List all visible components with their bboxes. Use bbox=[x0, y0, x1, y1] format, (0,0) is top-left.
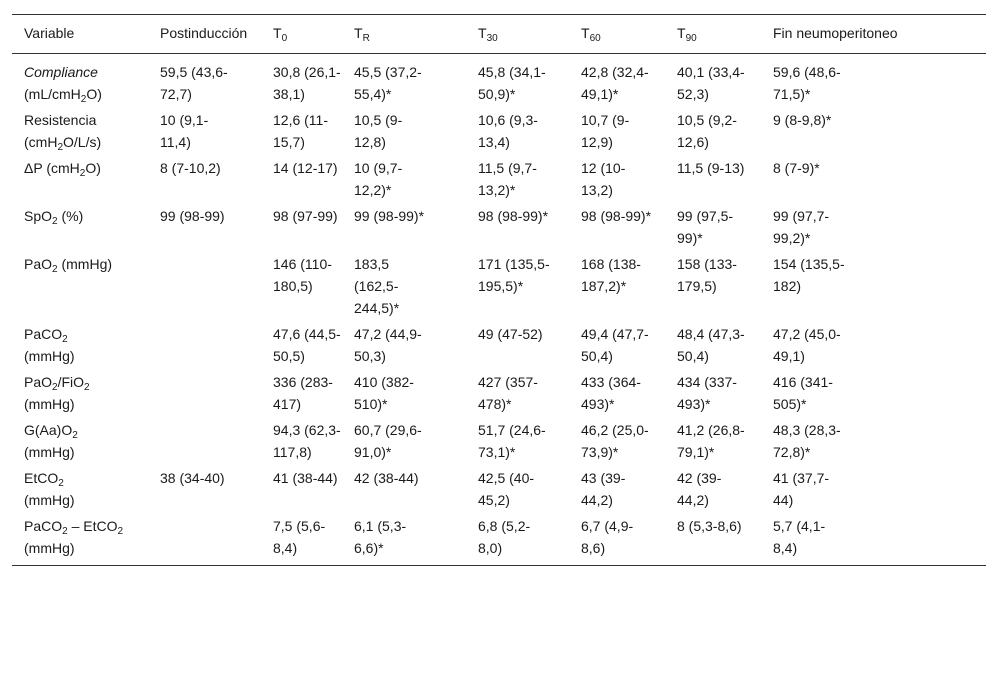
cell-t0: 94,3 (62,3-117,8) bbox=[273, 422, 341, 460]
cell-t0: 14 (12-17) bbox=[273, 160, 338, 176]
row-label: PaCO$_2$ (mmHg) bbox=[24, 326, 75, 364]
table-row bbox=[12, 249, 986, 319]
cell-t30: 98 (98-99)* bbox=[478, 208, 549, 224]
header-tr: $T_R$ bbox=[342, 15, 466, 54]
cell-t0: 47,6 (44,5-50,5) bbox=[273, 326, 341, 364]
cell-t60: 46,2 (25,0-73,9)* bbox=[581, 422, 649, 460]
header-fin-neumoperitoneo: Fin neumoperitoneo bbox=[761, 15, 986, 54]
cell-t60: 12 (10-13,2) bbox=[581, 160, 626, 198]
header-t90: $T_{90}$ bbox=[665, 15, 761, 54]
cell-fin: 47,2 (45,0-49,1) bbox=[773, 326, 841, 364]
header-variable: Variable bbox=[12, 15, 148, 54]
row-label: Resistencia (cmH$_2$O/L/s) bbox=[24, 112, 102, 153]
cell-postinduccion bbox=[148, 415, 261, 463]
cell-t0: 7,5 (5,6-8,4) bbox=[261, 511, 342, 566]
cell-t60: 49,4 (47,7-50,4) bbox=[581, 326, 649, 364]
table-row bbox=[12, 415, 986, 463]
cell-t90: 434 (337-493)* bbox=[677, 374, 737, 412]
cell-t30: 45,8 (34,1-50,9)* bbox=[478, 64, 546, 102]
cell-postinduccion bbox=[148, 249, 261, 319]
table-row bbox=[12, 153, 986, 201]
cell-t30: 10,6 (9,3-13,4) bbox=[478, 112, 538, 150]
cell-postinduccion bbox=[148, 367, 261, 415]
table-row bbox=[12, 367, 986, 415]
cell-t90: 42 (39-44,2) bbox=[677, 470, 722, 508]
cell-fin: 41 (37,7-44) bbox=[773, 470, 830, 508]
cell-fin: 48,3 (28,3-72,8)* bbox=[773, 422, 841, 460]
cell-postinduccion: 59,5 (43,6-72,7) bbox=[160, 64, 228, 102]
cell-fin: 154 (135,5-182) bbox=[773, 256, 845, 294]
cell-t60: 98 (98-99)* bbox=[581, 208, 652, 224]
cell-t30: 42,5 (40-45,2) bbox=[478, 470, 535, 508]
table-row bbox=[12, 54, 986, 106]
cell-postinduccion: 99 (98-99) bbox=[160, 208, 225, 224]
cell-t60: 43 (39-44,2) bbox=[581, 470, 626, 508]
cell-t90: 48,4 (47,3-50,4) bbox=[677, 326, 745, 364]
table-row bbox=[12, 201, 986, 249]
cell-t90: 41,2 (26,8-79,1)* bbox=[677, 422, 745, 460]
cell-fin: 59,6 (48,6-71,5)* bbox=[773, 64, 841, 102]
results-table bbox=[12, 14, 986, 566]
cell-fin: 99 (97,7-99,2)* bbox=[773, 208, 830, 246]
cell-t0: 41 (38-44) bbox=[273, 470, 338, 486]
row-label: PaCO$_2$ – EtCO$_2$ (mmHg) bbox=[12, 511, 148, 566]
row-label: ΔP (cmH$_2$O) bbox=[24, 160, 101, 179]
cell-postinduccion: 10 (9,1-11,4) bbox=[160, 112, 209, 150]
cell-tr: 47,2 (44,9-50,3) bbox=[354, 326, 422, 364]
cell-tr: 42 (38-44) bbox=[354, 470, 419, 486]
cell-t0: 98 (97-99) bbox=[273, 208, 338, 224]
cell-tr: 410 (382-510)* bbox=[354, 374, 414, 412]
row-label: PaO$_2$ (mmHg) bbox=[24, 256, 113, 275]
cell-t60: 42,8 (32,4-49,1)* bbox=[581, 64, 649, 102]
cell-t90: 99 (97,5-99)* bbox=[677, 208, 734, 246]
row-label: PaO$_2$/FiO$_2$ (mmHg) bbox=[24, 374, 90, 412]
cell-postinduccion: 38 (34-40) bbox=[160, 470, 225, 486]
cell-t30: 51,7 (24,6-73,1)* bbox=[478, 422, 546, 460]
row-label: $G(Aa)O_2$ (mmHg) bbox=[24, 422, 78, 460]
header-row bbox=[12, 15, 986, 54]
cell-tr: 183,5 (162,5-244,5)* bbox=[354, 256, 400, 316]
cell-t60: 433 (364-493)* bbox=[581, 374, 641, 412]
cell-postinduccion bbox=[148, 319, 261, 367]
row-label: SpO$_2$ (%) bbox=[24, 208, 84, 227]
cell-postinduccion: 8 (7-10,2) bbox=[160, 160, 221, 176]
cell-fin: 8 (7-9)* bbox=[773, 160, 820, 176]
cell-t90: 10,5 (9,2-12,6) bbox=[677, 112, 737, 150]
cell-fin: 9 (8-9,8)* bbox=[773, 112, 832, 128]
cell-t60: 6,7 (4,9-8,6) bbox=[569, 511, 665, 566]
cell-t60: 10,7 (9-12,9) bbox=[581, 112, 630, 150]
cell-tr: 6,1 (5,3-6,6)* bbox=[342, 511, 466, 566]
cell-t90: 40,1 (33,4-52,3) bbox=[677, 64, 745, 102]
header-t0: $T_0$ bbox=[261, 15, 342, 54]
cell-t90: 158 (133-179,5) bbox=[677, 256, 737, 294]
table-row bbox=[12, 105, 986, 153]
cell-fin: 5,7 (4,1-8,4) bbox=[761, 511, 986, 566]
row-label: EtCO$_2$ (mmHg) bbox=[24, 470, 75, 508]
data-table-container bbox=[12, 14, 986, 566]
cell-t30: 171 (135,5-195,5)* bbox=[478, 256, 550, 294]
cell-t30: 49 (47-52) bbox=[478, 326, 543, 342]
cell-postinduccion bbox=[148, 511, 261, 566]
header-t60: $T_{60}$ bbox=[569, 15, 665, 54]
cell-t0: 336 (283-417) bbox=[273, 374, 333, 412]
cell-t0: 30,8 (26,1-38,1) bbox=[273, 64, 341, 102]
table-row bbox=[12, 463, 986, 511]
header-postinduccion: Postinducción bbox=[148, 15, 261, 54]
cell-tr: 10,5 (9-12,8) bbox=[354, 112, 403, 150]
cell-fin: 416 (341-505)* bbox=[773, 374, 833, 412]
cell-t90: 11,5 (9-13) bbox=[677, 160, 745, 176]
cell-t60: 168 (138-187,2)* bbox=[581, 256, 641, 294]
table-row bbox=[12, 511, 986, 566]
cell-t0: 146 (110-180,5) bbox=[273, 256, 332, 294]
cell-tr: 45,5 (37,2-55,4)* bbox=[354, 64, 422, 102]
cell-t30: 427 (357-478)* bbox=[478, 374, 538, 412]
cell-t0: 12,6 (11-15,7) bbox=[273, 112, 328, 150]
cell-tr: 99 (98-99)* bbox=[354, 208, 425, 224]
cell-tr: 60,7 (29,6-91,0)* bbox=[354, 422, 422, 460]
cell-t30: 6,8 (5,2-8,0) bbox=[466, 511, 569, 566]
cell-t30: 11,5 (9,7-13,2)* bbox=[478, 160, 537, 198]
table-row bbox=[12, 319, 986, 367]
row-label: Compliance (mL/cmH$_2$O) bbox=[24, 64, 102, 105]
cell-tr: 10 (9,7-12,2)* bbox=[354, 160, 403, 198]
cell-t90: 8 (5,3-8,6) bbox=[665, 511, 761, 566]
header-t30: $T_{30}$ bbox=[466, 15, 569, 54]
